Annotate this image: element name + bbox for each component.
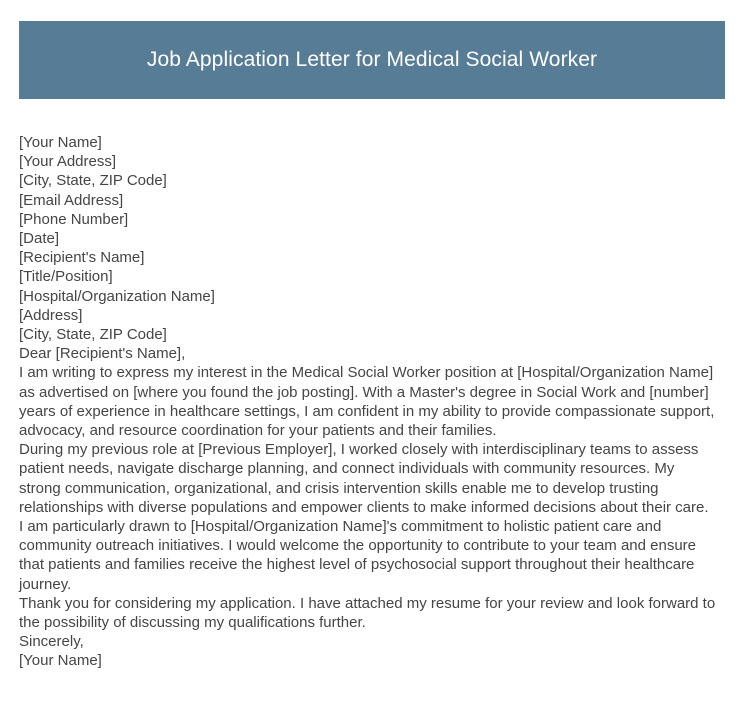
sender-name: [Your Name] xyxy=(19,134,102,151)
body-paragraph-4: Thank you for considering my application. I have attached my resume for your review and look forward to the possibility of discussing my qualifications further. xyxy=(19,594,716,632)
body-paragraph-3: I am particularly drawn to [Hospital/Organization Name]'s commitment to holistic patient care and community outreach initiatives. I would welcome the opportunity to contribute to your team and ensure that patients and families receive the highest level of psychosocial support throughout their healthcare journey. xyxy=(19,518,697,593)
recipient-name: [Recipient's Name] xyxy=(19,249,145,267)
sender-address: [Your Address] xyxy=(19,153,117,171)
page-title: Job Application Letter for Medical Social Worker xyxy=(146,48,598,72)
body-paragraph-1: I am writing to express my interest in the Medical Social Worker position at [Hospital/Organization Name] as advertised on [where you found the job posting]. With a Master's degree in Social Work and [number] years of experience in healthcare settings, I am confident in my ability to provide compassionate support, advocacy, and resource coordination for your patients and their families. xyxy=(19,364,715,440)
sender-city-state-zip: [City, State, ZIP Code] xyxy=(19,172,167,190)
sender-phone: [Phone Number] xyxy=(19,210,129,228)
sender-email: [Email Address] xyxy=(19,191,124,209)
salutation: Dear [Recipient's Name], xyxy=(19,345,186,363)
letter-body xyxy=(19,133,719,671)
recipient-city-state-zip: [City, State, ZIP Code] xyxy=(19,326,167,344)
recipient-title: [Title/Position] xyxy=(19,268,113,286)
letter-date: [Date] xyxy=(19,230,60,248)
recipient-address: [Address] xyxy=(19,306,83,324)
recipient-organization: [Hospital/Organization Name] xyxy=(19,287,215,305)
closing-salutation: Sincerely, xyxy=(19,633,84,651)
document-title-banner xyxy=(19,21,725,99)
body-paragraph-2: During my previous role at [Previous Employer], I worked closely with interdisciplinary teams to assess patient needs, navigate discharge planning, and connect individuals with community resources. My strong communication, organizational, and crisis intervention skills enable me to develop trusting relationships with diverse populations and empower clients to make informed decisions about their care. xyxy=(19,441,709,516)
signature-name: [Your Name] xyxy=(19,652,102,670)
